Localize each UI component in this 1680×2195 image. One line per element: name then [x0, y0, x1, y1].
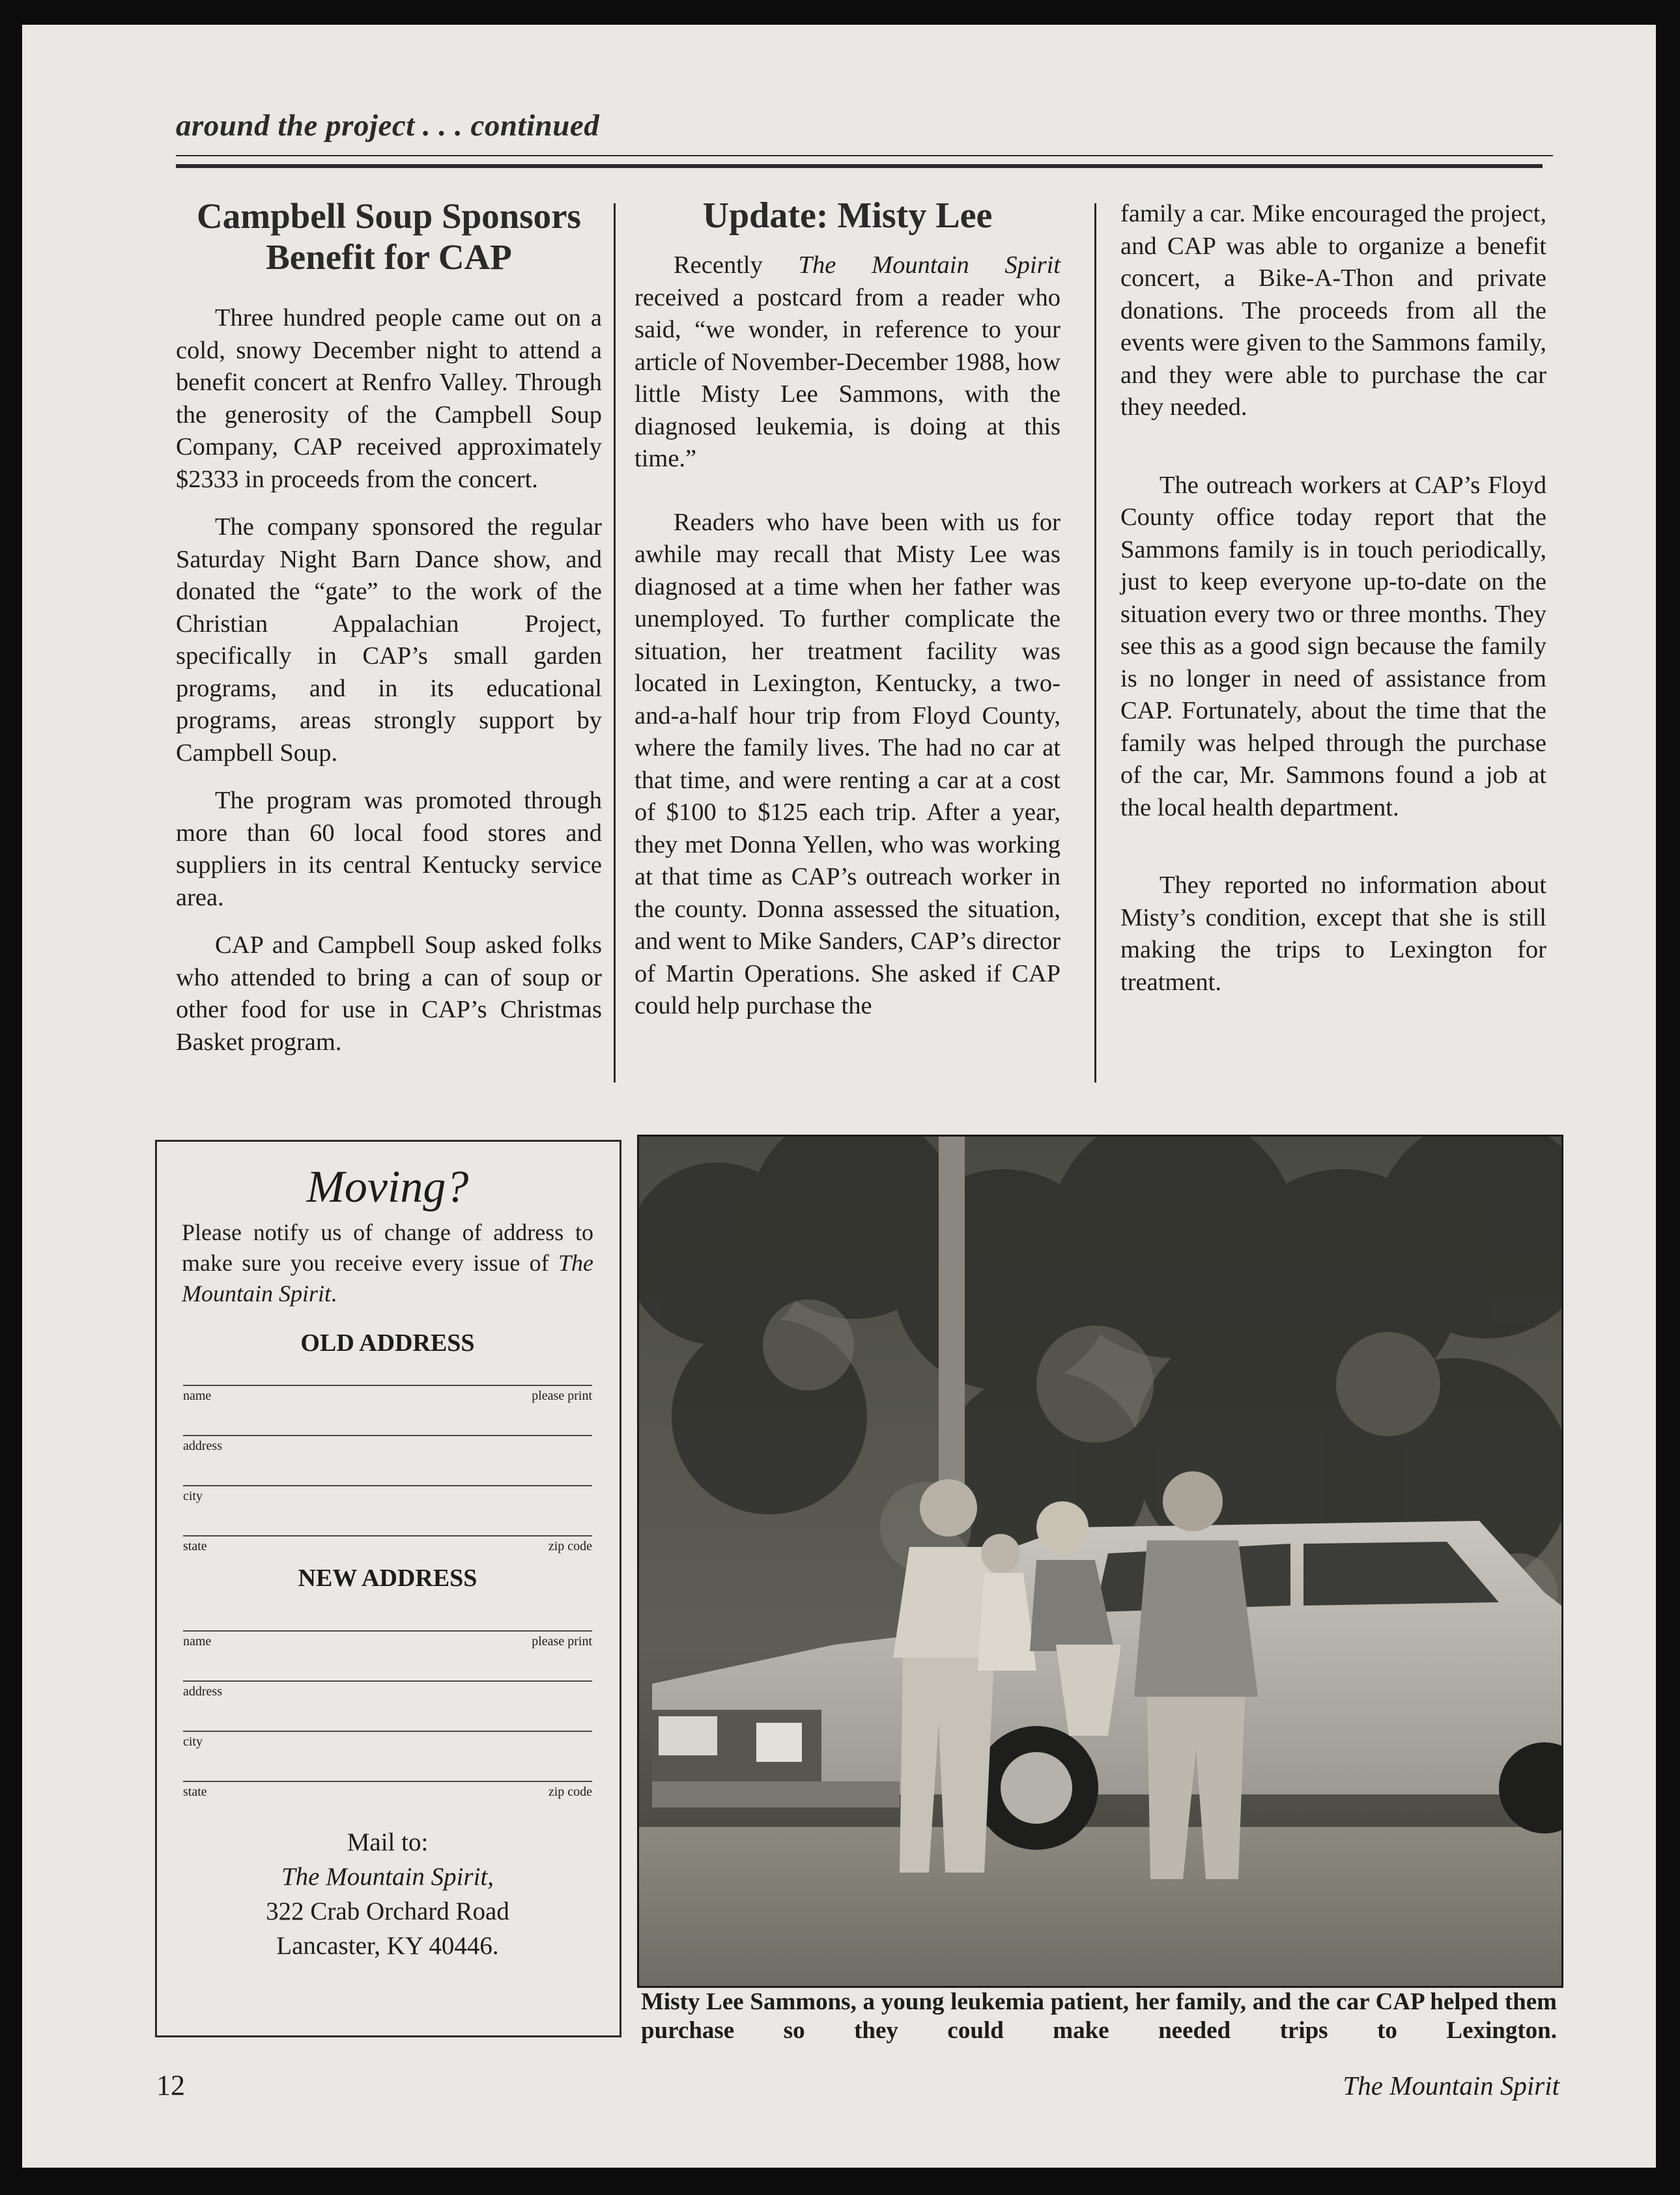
old-address-form: [183, 1385, 592, 1556]
new-address-form: [183, 1630, 592, 1802]
misty-paragraph-4: The outreach workers at CAP’s Floyd County office today report that the Sammons family is in touch periodically, just to keep everyone up-to-date on the situation every two or three months. They see this as a good sign because the family is no longer in need of assistance from CAP. Fortunately, about the time that the family was helped through the purchase of the car, Mr. Sammons found a job at the local health department.: [1120, 471, 1546, 821]
misty-body-col2: [634, 249, 1061, 1023]
campbell-paragraph-2: The company sponsored the regular Saturday Night Barn Dance show, and donated the “gate” to the work of the Christian Appalachian Project, specifically in CAP’s small garden programs, and in its educational programs, areas strongly support by Campbell Soup.: [176, 513, 602, 767]
old-city-field[interactable]: [183, 1485, 592, 1535]
misty-p1-start: Recently: [674, 251, 799, 279]
new-please-print-label: please print: [532, 1634, 592, 1649]
photo-caption-text: Misty Lee Sammons, a young leukemia patient, her family, and the car CAP helped them purchase so they could make needed trips to Lexington.: [641, 1989, 1557, 2044]
misty-paragraph-3: family a car. Mike encouraged the project, and CAP was able to organize a benefit concert, a Bike-A-Thon and private donations. The proceeds from all the events were given to the Sammons family, and they were able to purchase the car they needed.: [1120, 200, 1546, 421]
mail-to-label: Mail to:: [347, 1828, 429, 1856]
misty-p1-end: received a postcard from a reader who said, “we wonder, in reference to your article of November-December 1988, how little Misty Lee Sammons, with the diagnosed leukemia, is doing at this time.”: [634, 283, 1061, 472]
old-city-label: city: [183, 1489, 203, 1503]
publication-title: The Mountain Spirit: [1343, 2071, 1559, 2101]
misty-p1-publication: The Mountain Spirit: [798, 251, 1061, 279]
new-name-label: name: [183, 1634, 212, 1649]
page-number: 12: [156, 2069, 185, 2101]
family-photo-illustration: [639, 1137, 1561, 1986]
old-please-print-label: please print: [532, 1389, 592, 1403]
campbell-paragraph-4: CAP and Campbell Soup asked folks who attended to bring a can of soup or other food for use in CAP’s Christmas Basket program.: [176, 931, 602, 1056]
campbell-headline: [176, 195, 602, 277]
new-address-label: address: [183, 1684, 222, 1699]
campbell-headline-line2: Benefit for CAP: [266, 237, 512, 277]
misty-article: [634, 195, 1061, 1023]
header-rule-thick: [176, 164, 1543, 168]
misty-body-col3: [1120, 198, 1546, 998]
moving-title: Moving?: [306, 1162, 469, 1212]
moving-intro-text: Please notify us of change of address to make sure you receive every issue of: [182, 1219, 593, 1276]
section-label: around the project . . . continued: [176, 109, 600, 143]
old-address-field[interactable]: [183, 1435, 592, 1485]
mail-street: 322 Crab Orchard Road: [266, 1897, 509, 1925]
moving-intro: [182, 1217, 593, 1309]
photo-caption: [641, 1988, 1557, 2045]
campbell-headline-line1: Campbell Soup Sponsors: [197, 196, 581, 236]
change-of-address-box: [155, 1140, 621, 2037]
moving-intro-end: .: [331, 1281, 337, 1307]
new-city-field[interactable]: [183, 1731, 592, 1781]
misty-headline: Update: Misty Lee: [702, 195, 993, 236]
campbell-article: [176, 195, 602, 1058]
old-state-label: state: [183, 1539, 207, 1553]
misty-paragraph-2: Readers who have been with us for awhile may recall that Misty Lee was diagnosed at a time when her father was unemployed. To further complicate the situation, her treatment facility was located in Lexington, Kentucky, a two-and-a-half hour trip from Floyd County, where the family lives. The had no car at that time, and were renting a car at a cost of $100 to $125 each trip. After a year, they met Donna Yellen, who was working at that time as CAP’s outreach worker in the county. Donna assessed the situation, and went to Mike Sanders, CAP’s director of Martin Operations. She asked if CAP could help purchase the: [634, 508, 1061, 1019]
misty-paragraph-5: They reported no information about Misty’s condition, except that she is still making the trips to Lexington for treatment.: [1120, 871, 1546, 996]
new-name-field[interactable]: [183, 1630, 592, 1680]
old-state-zip-field[interactable]: [183, 1535, 592, 1556]
box-inner: [182, 1142, 593, 1963]
column-divider-2: [1094, 203, 1096, 1083]
new-state-zip-field[interactable]: [183, 1781, 592, 1802]
campbell-body: [176, 302, 602, 1058]
old-address-label: address: [183, 1439, 222, 1453]
old-address-heading: OLD ADDRESS: [300, 1329, 475, 1357]
header-rule-thin: [176, 155, 1553, 156]
new-address-heading: NEW ADDRESS: [298, 1565, 477, 1592]
family-photo: [637, 1135, 1563, 1988]
mail-org: The Mountain Spirit,: [281, 1863, 494, 1891]
misty-paragraph-1: [634, 249, 1061, 475]
old-name-label: name: [183, 1389, 212, 1403]
new-zip-label: zip code: [548, 1785, 592, 1799]
magazine-page: [22, 25, 1656, 2168]
campbell-paragraph-3: The program was promoted through more than 60 local food stores and suppliers in its central Kentucky service area.: [176, 787, 602, 911]
old-name-field[interactable]: [183, 1385, 592, 1435]
column-divider-1: [614, 203, 616, 1083]
new-city-label: city: [183, 1735, 203, 1749]
moving-intro-publication: The Mountain Spirit: [182, 1250, 593, 1307]
new-state-label: state: [183, 1785, 207, 1799]
mail-city: Lancaster, KY 40446.: [276, 1932, 499, 1960]
mail-to-block: [182, 1825, 593, 1963]
new-address-field[interactable]: [183, 1680, 592, 1731]
campbell-paragraph-1: Three hundred people came out on a cold, snowy December night to attend a benefit concert at Renfro Valley. Through the generosity of the Campbell Soup Company, CAP received approximately $2333 in proceeds from the concert.: [176, 304, 602, 493]
old-zip-label: zip code: [548, 1539, 592, 1553]
